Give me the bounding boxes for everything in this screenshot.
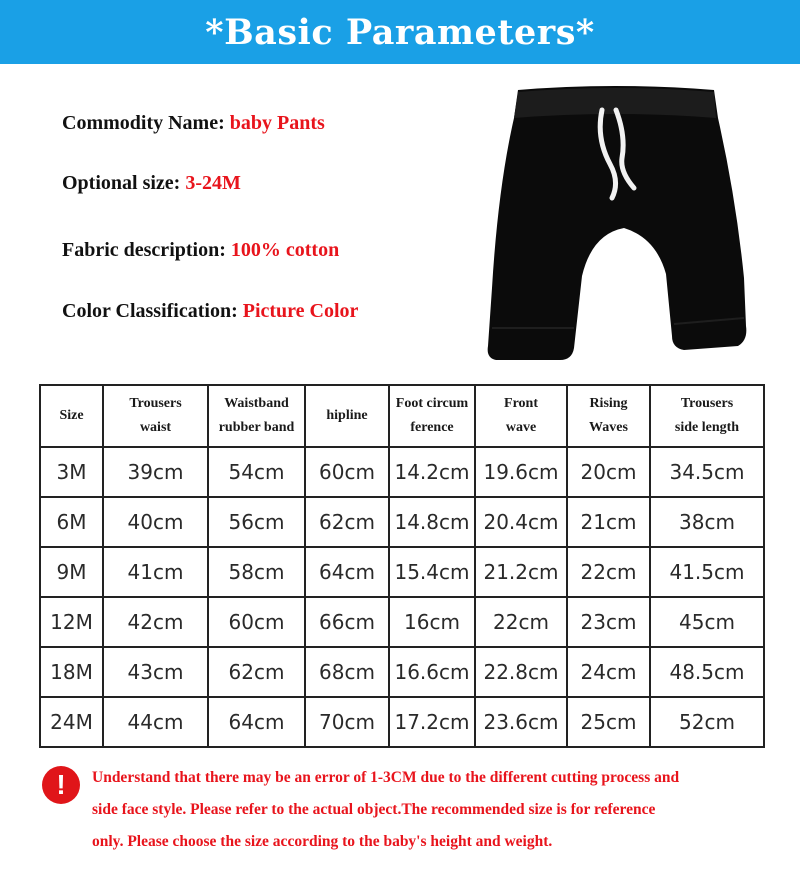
table-cell: 16.6cm [389,647,475,697]
param-value: Picture Color [242,300,359,322]
size-cell: 24M [40,697,103,747]
param-label: Color Classification: [62,300,243,322]
table-cell: 16cm [389,597,475,647]
table-cell: 62cm [305,497,389,547]
header-waistband: Waistband rubber band [208,385,305,447]
notice-line: Understand that there may be an error of 1-3CM due to the different cutting process and [92,769,680,786]
table-cell: 25cm [567,697,650,747]
table-cell: 64cm [208,697,305,747]
table-cell: 43cm [103,647,208,697]
size-notice [92,762,772,858]
table-cell: 45cm [650,597,764,647]
notice-line: side face style. Please refer to the actual object.The recommended size is for reference [92,801,656,818]
header-rising-waves: Rising Waves [567,385,650,447]
table-cell: 17.2cm [389,697,475,747]
table-cell: 14.2cm [389,447,475,497]
table-cell: 40cm [103,497,208,547]
header-foot-circumference: Foot circum ference [389,385,475,447]
param-label: Commodity Name: [62,112,230,134]
table-cell: 60cm [208,597,305,647]
optional-size [62,172,241,195]
size-cell: 12M [40,597,103,647]
page-title: *Basic Parameters* [205,11,595,53]
table-cell: 22cm [475,597,567,647]
table-cell: 20cm [567,447,650,497]
size-table [39,384,765,748]
color-classification [62,300,358,323]
table-cell: 38cm [650,497,764,547]
table-cell: 54cm [208,447,305,497]
table-row [40,697,764,747]
size-cell: 9M [40,547,103,597]
param-value: 100% cotton [230,239,340,261]
table-cell: 15.4cm [389,547,475,597]
param-value: baby Pants [229,112,325,134]
size-cell: 6M [40,497,103,547]
table-cell: 42cm [103,597,208,647]
table-cell: 56cm [208,497,305,547]
table-row [40,447,764,497]
table-cell: 41cm [103,547,208,597]
exclamation-icon: ! [42,766,80,804]
fabric-description [62,239,339,262]
table-row [40,497,764,547]
table-row [40,647,764,697]
table-cell: 52cm [650,697,764,747]
header-side-length: Trousers side length [650,385,764,447]
table-cell: 48.5cm [650,647,764,697]
table-cell: 22.8cm [475,647,567,697]
table-cell: 23.6cm [475,697,567,747]
table-cell: 39cm [103,447,208,497]
param-value: 3-24M [185,172,241,194]
table-cell: 22cm [567,547,650,597]
table-header-row [40,385,764,447]
table-cell: 14.8cm [389,497,475,547]
black-pants-image [474,78,764,373]
table-cell: 23cm [567,597,650,647]
param-label: Fabric description: [62,239,231,261]
size-cell: 18M [40,647,103,697]
table-cell: 60cm [305,447,389,497]
table-cell: 66cm [305,597,389,647]
header-size: Size [40,385,103,447]
size-cell: 3M [40,447,103,497]
header-banner [0,0,800,64]
notice-line: only. Please choose the size according to the baby's height and weight. [92,833,553,850]
table-cell: 24cm [567,647,650,697]
table-cell: 70cm [305,697,389,747]
table-cell: 68cm [305,647,389,697]
table-cell: 64cm [305,547,389,597]
table-row [40,597,764,647]
table-cell: 34.5cm [650,447,764,497]
table-cell: 44cm [103,697,208,747]
table-cell: 21cm [567,497,650,547]
param-label: Optional size: [62,172,186,194]
header-front-wave: Front wave [475,385,567,447]
table-cell: 41.5cm [650,547,764,597]
header-hipline: hipline [305,385,389,447]
table-cell: 62cm [208,647,305,697]
table-cell: 19.6cm [475,447,567,497]
table-cell: 20.4cm [475,497,567,547]
commodity-name [62,112,325,135]
table-cell: 21.2cm [475,547,567,597]
header-trousers-waist: Trousers waist [103,385,208,447]
table-row [40,547,764,597]
table-cell: 58cm [208,547,305,597]
